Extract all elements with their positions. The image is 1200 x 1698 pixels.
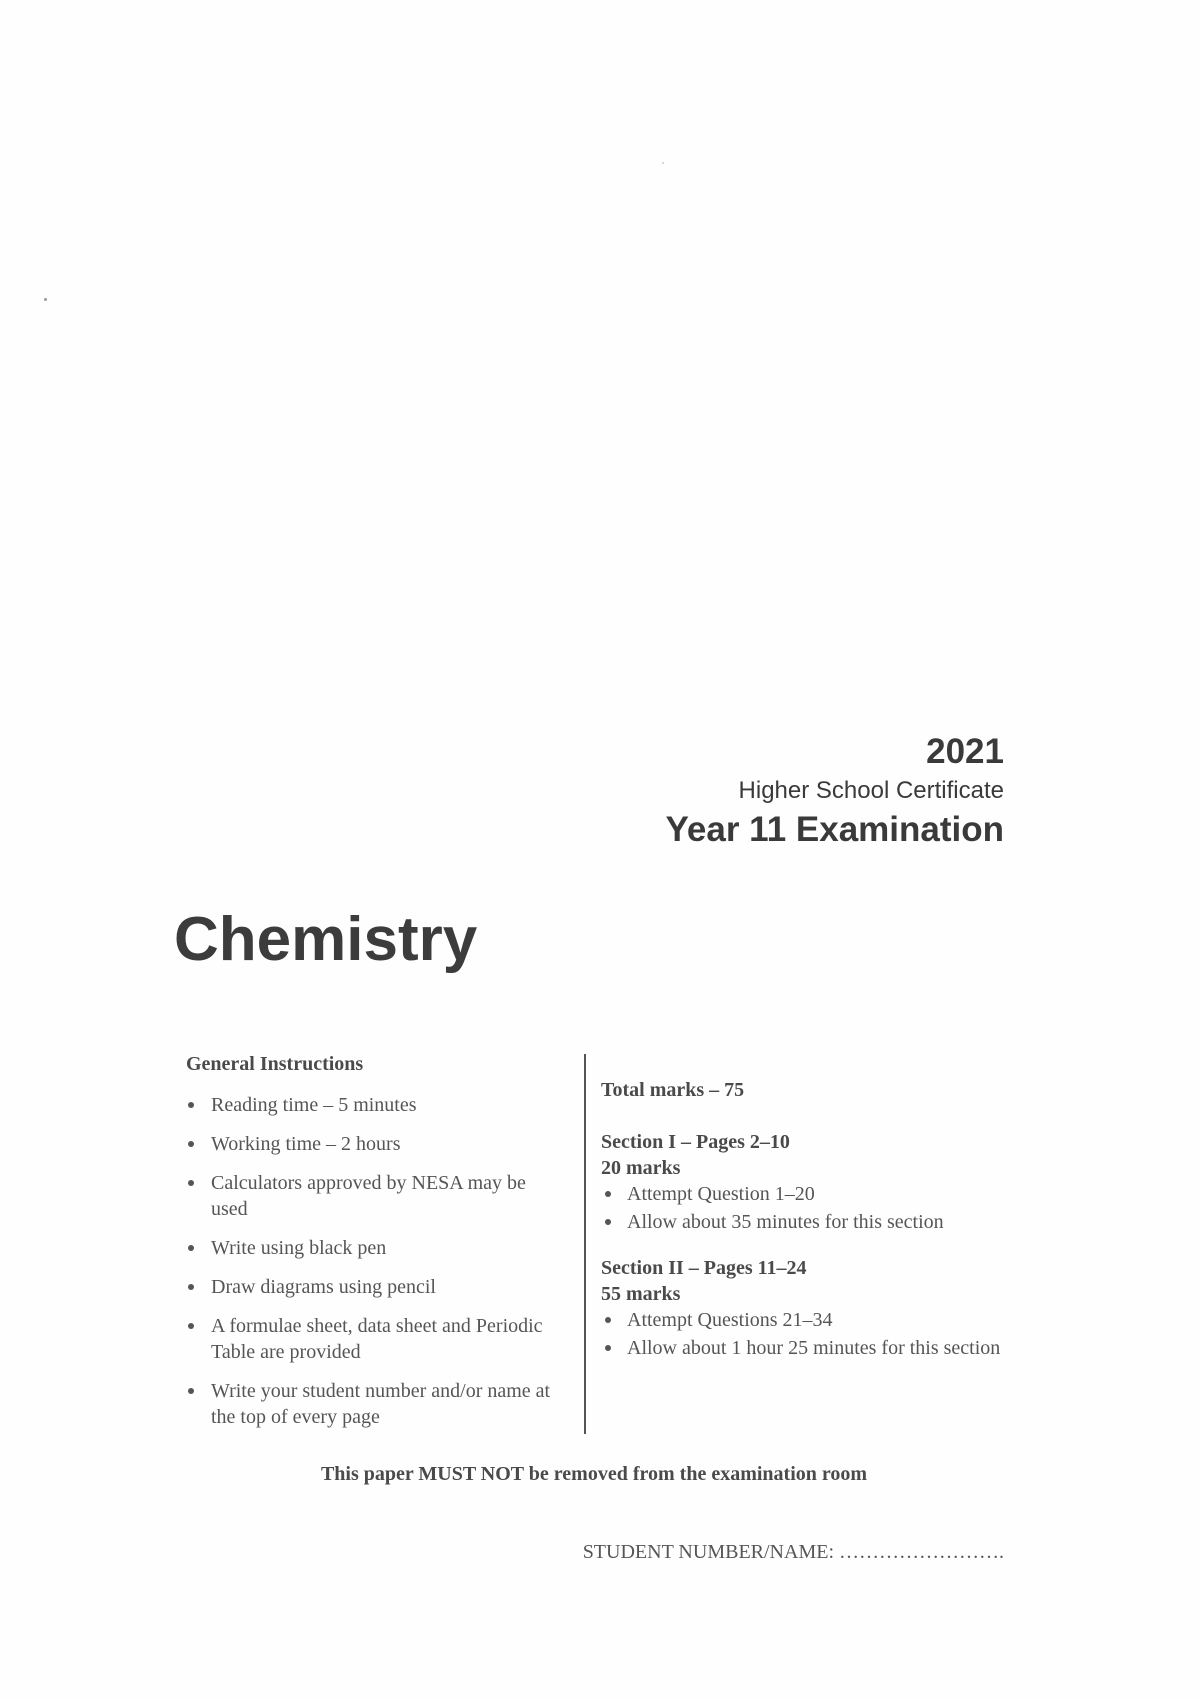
total-marks: Total marks – 75: [601, 1079, 745, 1101]
instruction-text: Reading time – 5 minutes: [211, 1094, 417, 1116]
list-item: [601, 1181, 1021, 1207]
student-number-field: STUDENT NUMBER/NAME: …………………….: [582, 1541, 1004, 1563]
instruction-text: Write your student number and/or name at the top of every page: [211, 1380, 551, 1428]
bullet-icon: [188, 1102, 194, 1108]
bullet-icon: [188, 1323, 194, 1329]
exam-year: 2021: [926, 732, 1004, 771]
list-item: [186, 1131, 566, 1157]
section-item-text: Allow about 1 hour 25 minutes for this section: [627, 1337, 1001, 1359]
bullet-icon: [605, 1191, 611, 1197]
section-marks: 55 marks: [601, 1283, 681, 1305]
column-divider: [584, 1054, 586, 1434]
section-items: [601, 1181, 1021, 1235]
section-marks: 20 marks: [601, 1157, 681, 1179]
marks-summary: [601, 1077, 1021, 1381]
section-item-text: Attempt Question 1–20: [627, 1183, 815, 1205]
instruction-text: Draw diagrams using pencil: [211, 1276, 436, 1298]
list-item: [186, 1274, 566, 1300]
scan-speck: [44, 298, 47, 301]
instructions-heading: General Instructions: [186, 1053, 364, 1075]
subject-title: Chemistry: [174, 905, 478, 974]
bullet-icon: [188, 1284, 194, 1290]
bullet-icon: [605, 1317, 611, 1323]
list-item: [601, 1209, 1021, 1235]
section-item-text: Allow about 35 minutes for this section: [627, 1211, 944, 1233]
section-two: [601, 1255, 1021, 1361]
bullet-icon: [188, 1388, 194, 1394]
list-item: [186, 1092, 566, 1118]
instruction-text: Calculators approved by NESA may be used: [211, 1172, 526, 1220]
bullet-icon: [188, 1245, 194, 1251]
list-item: [186, 1313, 566, 1365]
section-items: [601, 1307, 1021, 1361]
bullet-icon: [188, 1141, 194, 1147]
exam-header: [665, 732, 1004, 852]
bullet-icon: [605, 1219, 611, 1225]
exam-title: Year 11 Examination: [665, 810, 1004, 849]
list-item: [601, 1307, 1021, 1333]
section-one: [601, 1129, 1021, 1235]
instruction-text: A formulae sheet, data sheet and Periodic Table are provided: [211, 1315, 543, 1363]
bullet-icon: [605, 1345, 611, 1351]
removal-notice: [0, 1463, 1200, 1486]
certificate-title: Higher School Certificate: [738, 777, 1004, 804]
bullet-icon: [188, 1180, 194, 1186]
list-item: [186, 1235, 566, 1261]
list-item: [186, 1378, 566, 1430]
list-item: [601, 1335, 1021, 1361]
section-title: Section II – Pages 11–24: [601, 1257, 807, 1279]
instruction-text: Working time – 2 hours: [211, 1133, 401, 1155]
instruction-text: Write using black pen: [211, 1237, 387, 1259]
list-item: [186, 1170, 566, 1222]
general-instructions: [186, 1053, 566, 1443]
scan-speck: [662, 162, 664, 164]
section-title: Section I – Pages 2–10: [601, 1131, 790, 1153]
instructions-list: [186, 1092, 566, 1430]
section-item-text: Attempt Questions 21–34: [627, 1309, 833, 1331]
removal-notice-text: This paper MUST NOT be removed from the examination room: [320, 1463, 868, 1485]
